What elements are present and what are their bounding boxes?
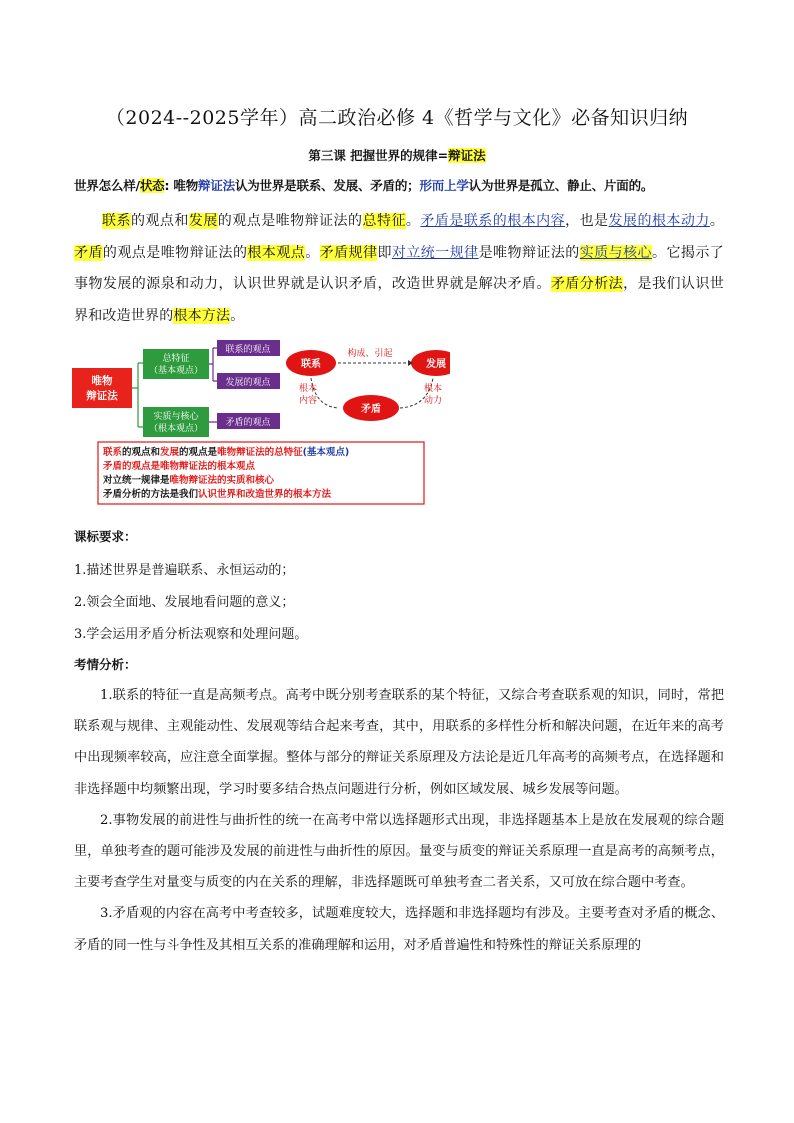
intro-part: 辩证法 [198, 178, 235, 193]
branch-label: 总特征 [162, 354, 190, 364]
para-text: ，是我们认识世界和改造世界的 [74, 276, 724, 324]
para-highlight: 根本方法 [173, 307, 231, 324]
intro-part: 世界怎么样/ [74, 178, 140, 193]
summary-part: 对立统一规律是 [103, 475, 170, 486]
para-underline: 发展的根本动力 [608, 213, 710, 229]
analysis-body [74, 680, 724, 961]
analysis-item: 3.矛盾观的内容在高考中考查较多，试题难度较大，选择题和非选择题均有涉及。主要考查对矛盾的概念、矛盾的同一性与斗争性及其相互关系的准确理解和运用，对矛盾普遍性和特殊性的辩证关系原理的 [74, 906, 724, 953]
para-text: 。它揭示了事物发展的源泉和动力，认识世界就是认识矛盾，改造世界就是解决矛盾。 [74, 244, 725, 292]
leaf-label: 联系的观点 [225, 345, 271, 355]
summary-part: 矛盾的观点是唯物辩证法的根本观点 [103, 461, 256, 472]
node-label: 联系 [301, 359, 321, 370]
summary-part: 唯物辩证法的总特征 [217, 447, 303, 458]
requirement-item: 1.描述世界是普遍联系、永恒运动的； [74, 563, 295, 578]
root-label-1: 唯物 [91, 375, 113, 387]
root-label-2: 辩证法 [86, 390, 118, 402]
intro-part: 形而上学 [419, 178, 469, 193]
connector [209, 348, 217, 422]
para-text: 。 [405, 213, 421, 229]
connector [132, 363, 143, 427]
para-highlight: 实质与核心 [579, 244, 653, 261]
para-highlight: 矛盾分析法 [550, 276, 624, 292]
para-text: 即 [377, 244, 392, 261]
edge-label: 根本 [423, 384, 443, 394]
para-underline: 矛盾是联系的根本内容 [420, 213, 566, 229]
intro-part: 认为世界是孤立、静止、片面的。 [468, 178, 654, 193]
summary-part: (基本观点) [302, 447, 350, 458]
leaf-label: 矛盾的观点 [225, 418, 271, 428]
summary-line [103, 446, 349, 458]
para-underline: 对立统一规律 [391, 244, 479, 261]
edge-label: 构成、引起 [347, 349, 393, 359]
para-text: 。 [305, 244, 320, 261]
para-highlight: 发展 [188, 213, 218, 229]
page-title: （2024--2025学年）高二政治必修 4《哲学与文化》必备知识归纳 [105, 107, 689, 129]
para-highlight: 矛盾规律 [319, 244, 378, 261]
summary-part: 矛盾分析的方法是我们 [103, 489, 199, 500]
root-box [72, 368, 132, 408]
node-label: 发展 [426, 359, 446, 370]
summary-paragraph [74, 206, 724, 332]
intro-part: : 唯物 [164, 178, 199, 193]
summary-line [103, 488, 332, 500]
subtitle-highlight: 辩证法 [448, 148, 486, 163]
subtitle-text: 第三课 把握世界的规律= [308, 148, 449, 163]
requirement-item: 2.领会全面地、发展地看问题的意义； [74, 595, 295, 610]
branch-label: （根本观点） [148, 424, 204, 434]
para-highlight: 根本观点 [247, 244, 306, 261]
para-text: 的观点是唯物辩证法的 [102, 244, 248, 261]
analysis-heading: 考情分析： [74, 657, 137, 672]
para-text: 的观点是唯物辩证法的 [217, 213, 363, 229]
para-highlight: 联系 [102, 213, 131, 229]
lesson-subtitle [0, 146, 794, 164]
para-text: 。 [709, 213, 725, 229]
summary-part: 发展 [160, 447, 180, 458]
para-text: ，也是 [565, 213, 609, 229]
requirement-item: 3.学会运用矛盾分析法观察和处理问题。 [74, 627, 308, 642]
summary-part: 联系 [103, 447, 123, 458]
branch-label: （基本观点） [148, 366, 204, 376]
edge-label: 动力 [423, 396, 443, 406]
para-highlight: 总特征 [362, 213, 406, 229]
node-label: 矛盾 [361, 404, 381, 415]
edge-label: 根本 [298, 384, 318, 394]
summary-part: 的观点和 [122, 447, 161, 458]
leaf-label: 发展的观点 [225, 378, 271, 388]
para-highlight: 矛盾 [74, 244, 103, 261]
intro-highlight: 状态 [139, 178, 165, 193]
summary-line [102, 474, 275, 486]
summary-part: 唯物辩证法的实质和核心 [169, 475, 275, 486]
summary-line [103, 460, 256, 472]
analysis-item: 2.事物发展的前进性与曲折性的统一在高考中常以选择题形式出现，非选择题基本上是放在发展观的综合题里，单独考查的题可能涉及发展的前进性与曲折性的原因。量变与质变的辩证关系原理一直是高考的高频考点，主要考查学生对量变与质变的内在关系的理解，非选择题既可单独考查二者关系，又可放在综合题中考查。 [74, 812, 724, 891]
branch-label: 实质与核心 [153, 412, 199, 422]
para-text: 的观点和 [130, 213, 189, 229]
intro-part: 认为世界是联系、发展、矛盾的； [234, 178, 420, 193]
summary-part: 的观点是 [179, 447, 218, 458]
para-text: 。 [230, 307, 245, 324]
para-text: 是唯物辩证法的 [478, 244, 580, 261]
requirements-heading: 课标要求： [74, 529, 137, 544]
edge-label: 内容 [298, 396, 318, 406]
intro-line [74, 176, 734, 194]
concept-diagram [70, 336, 450, 506]
summary-part: 认识世界和改造世界的根本方法 [198, 489, 332, 500]
analysis-item: 1.联系的特征一直是高频考点。高考中既分别考查联系的某个特征，又综合考查联系观的知识，同时，常把联系观与规律、主观能动性、发展观等结合起来考查，其中，用联系的多样性分析和解决问题，在近年来的高考中出现频率较高，应注意全面掌握。整体与部分的辩证关系原理及方法论是近几年高考的高频考点，在选择题和非选择题中均频繁出现，学习时要多结合热点问题进行分析，例如区域发展、城乡发展等问题。 [74, 688, 724, 797]
